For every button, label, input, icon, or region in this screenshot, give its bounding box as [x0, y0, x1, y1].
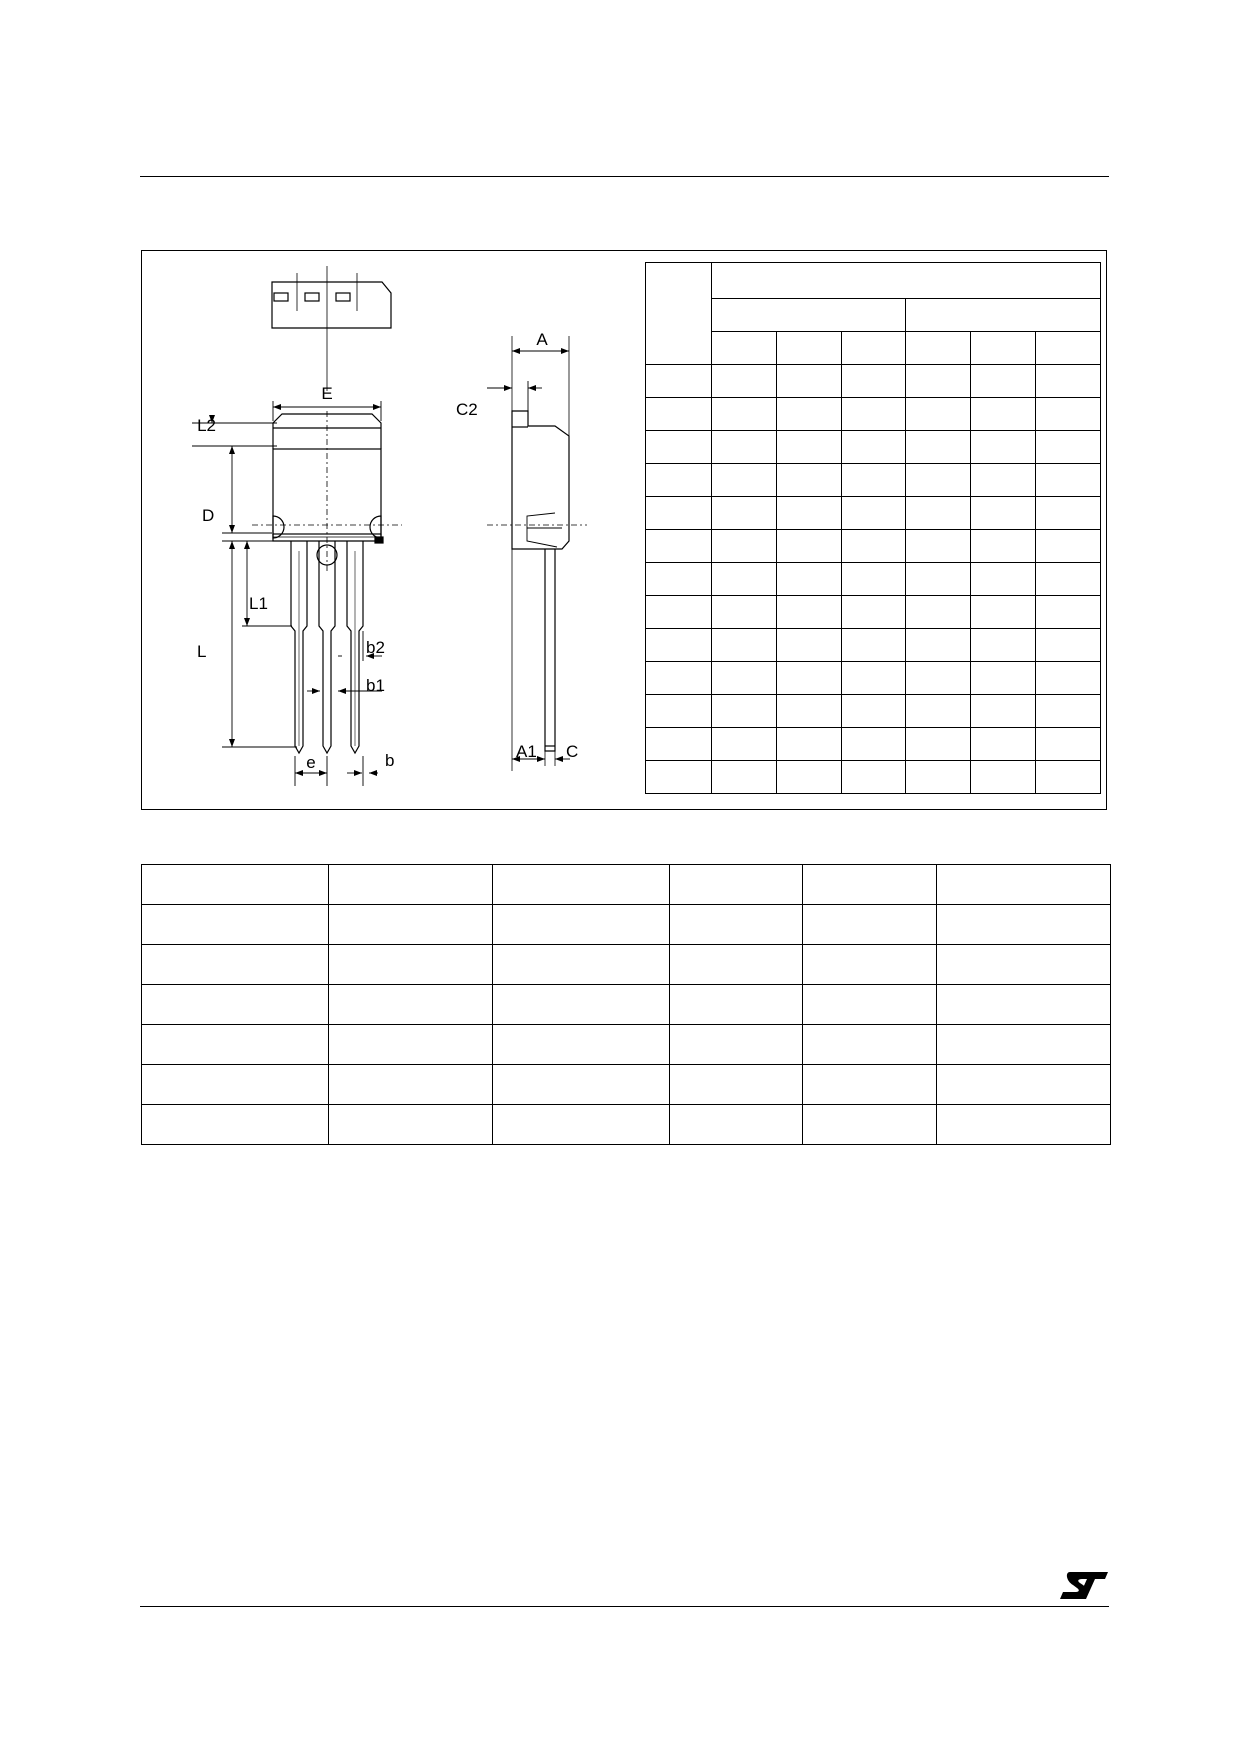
table-cell: [1036, 728, 1101, 761]
table-cell: [142, 1065, 329, 1105]
table-cell: [492, 905, 670, 945]
table-cell: [492, 865, 670, 905]
table-cell: [906, 629, 971, 662]
table-row: [646, 629, 1101, 662]
package-outline-drawing: [142, 251, 642, 811]
table-cell: [937, 1065, 1111, 1105]
dim-label-D: D: [202, 506, 215, 525]
table-cell: [841, 398, 906, 431]
dim-label-C: C: [566, 742, 579, 761]
table-cell: [142, 905, 329, 945]
table-cell: [328, 865, 492, 905]
table-cell: [1036, 662, 1101, 695]
table-cell: [712, 263, 1101, 299]
order-codes-table: [141, 864, 1111, 1145]
table-cell: [937, 945, 1111, 985]
footer-rule: [140, 1606, 1109, 1607]
table-cell: [1036, 761, 1101, 794]
table-cell: [1036, 563, 1101, 596]
table-row: [646, 365, 1101, 398]
table-cell: [776, 728, 841, 761]
table-row: [646, 596, 1101, 629]
table-cell: [906, 728, 971, 761]
dim-label-A1: A1: [516, 742, 537, 761]
dim-label-b1: b1: [366, 676, 385, 695]
table-row: [142, 945, 1111, 985]
table-cell: [906, 398, 971, 431]
table-cell: [937, 865, 1111, 905]
table-row: [142, 1065, 1111, 1105]
table-row: [142, 1105, 1111, 1145]
table-row: [646, 530, 1101, 563]
table-cell: [803, 865, 937, 905]
table-cell: [712, 431, 777, 464]
table-cell: [906, 563, 971, 596]
table-cell: [841, 761, 906, 794]
table-cell: [670, 1105, 803, 1145]
dim-label-b: b: [385, 751, 395, 770]
table-cell: [1036, 497, 1101, 530]
table-cell: [776, 464, 841, 497]
table-cell: [937, 1025, 1111, 1065]
table-cell: [712, 398, 777, 431]
table-cell: [712, 662, 777, 695]
table-cell: [906, 761, 971, 794]
table-cell: [712, 365, 777, 398]
dim-label-b2: b2: [366, 638, 385, 657]
table-cell: [971, 596, 1036, 629]
table-cell: [841, 563, 906, 596]
table-cell: [971, 728, 1036, 761]
table-cell: [670, 905, 803, 945]
table-cell: [712, 497, 777, 530]
table-cell: [841, 629, 906, 662]
table-cell: [906, 365, 971, 398]
mechanical-data-body: [646, 365, 1101, 794]
table-cell: [971, 431, 1036, 464]
table-cell: [646, 497, 712, 530]
table-cell: [328, 945, 492, 985]
table-cell: [776, 563, 841, 596]
dim-label-e: e: [306, 753, 316, 772]
table-cell: [841, 596, 906, 629]
table-cell: [646, 365, 712, 398]
table-cell: [906, 695, 971, 728]
table-row: [646, 497, 1101, 530]
table-cell: [712, 761, 777, 794]
table-cell: [841, 530, 906, 563]
table-row: [646, 662, 1101, 695]
table-row: [646, 398, 1101, 431]
table-cell: [492, 1105, 670, 1145]
table-cell: [937, 905, 1111, 945]
table-cell: [971, 365, 1036, 398]
table-cell: [670, 985, 803, 1025]
table-cell: [492, 1065, 670, 1105]
table-cell: [712, 563, 777, 596]
table-cell: [646, 398, 712, 431]
table-cell: [841, 332, 906, 365]
table-cell: [712, 464, 777, 497]
table-cell: [1036, 398, 1101, 431]
table-cell: [906, 530, 971, 563]
package-outline-figure: [141, 250, 1107, 810]
table-cell: [670, 865, 803, 905]
table-cell: [803, 945, 937, 985]
header-rule: [140, 176, 1109, 177]
table-row: [646, 761, 1101, 794]
table-cell: [906, 464, 971, 497]
table-cell: [906, 431, 971, 464]
table-cell: [712, 530, 777, 563]
table-cell: [971, 398, 1036, 431]
table-cell: [646, 662, 712, 695]
table-cell: [646, 530, 712, 563]
st-logo-icon: [1056, 1566, 1112, 1606]
table-cell: [646, 761, 712, 794]
table-row: [142, 1025, 1111, 1065]
table-cell: [776, 332, 841, 365]
table-cell: [712, 728, 777, 761]
table-cell: [971, 563, 1036, 596]
table-cell: [776, 695, 841, 728]
table-row: [142, 905, 1111, 945]
table-cell: [841, 464, 906, 497]
table-cell: [646, 431, 712, 464]
mechanical-data-table: [645, 262, 1101, 794]
table-cell: [971, 530, 1036, 563]
table-header-row: [646, 299, 1101, 332]
table-cell: [971, 629, 1036, 662]
table-cell: [1036, 695, 1101, 728]
table-cell: [971, 761, 1036, 794]
table-cell: [776, 596, 841, 629]
table-cell: [142, 865, 329, 905]
table-cell: [776, 629, 841, 662]
front-view: [252, 411, 402, 753]
table-cell: [971, 497, 1036, 530]
dim-label-A: A: [536, 330, 548, 349]
table-cell: [971, 695, 1036, 728]
table-cell: [712, 332, 777, 365]
table-cell: [328, 1105, 492, 1145]
table-cell: [646, 728, 712, 761]
table-cell: [776, 497, 841, 530]
table-cell: [906, 299, 1101, 332]
table-cell: [906, 332, 971, 365]
table-row: [646, 431, 1101, 464]
top-view: [272, 266, 391, 328]
table-cell: [841, 431, 906, 464]
table-cell: [841, 497, 906, 530]
table-cell: [670, 945, 803, 985]
table-cell: [670, 1065, 803, 1105]
table-cell: [142, 945, 329, 985]
table-cell: [328, 1025, 492, 1065]
table-cell: [1036, 530, 1101, 563]
table-cell: [906, 596, 971, 629]
table-cell: [646, 629, 712, 662]
table-cell: [937, 985, 1111, 1025]
table-cell: [328, 985, 492, 1025]
table-cell: [803, 905, 937, 945]
dim-label-L1: L1: [249, 594, 268, 613]
table-cell: [971, 464, 1036, 497]
table-cell: [142, 1025, 329, 1065]
table-cell: [776, 365, 841, 398]
table-cell: [712, 695, 777, 728]
table-row: [646, 563, 1101, 596]
table-cell: [646, 563, 712, 596]
table-cell: [646, 695, 712, 728]
table-cell: [937, 1105, 1111, 1145]
table-cell: [1036, 596, 1101, 629]
table-cell: [803, 1065, 937, 1105]
table-cell: [646, 464, 712, 497]
table-cell: [142, 985, 329, 1025]
table-cell: [841, 695, 906, 728]
table-cell: [712, 629, 777, 662]
table-row: [646, 695, 1101, 728]
table-cell: [646, 263, 712, 365]
dim-label-C2: C2: [456, 400, 478, 419]
table-cell: [1036, 431, 1101, 464]
table-header-row: [646, 263, 1101, 299]
table-cell: [1036, 332, 1101, 365]
table-cell: [1036, 464, 1101, 497]
table-row: [646, 728, 1101, 761]
table-cell: [776, 431, 841, 464]
table-cell: [328, 1065, 492, 1105]
table-cell: [841, 365, 906, 398]
dim-label-E: E: [321, 384, 333, 403]
table-header-row: [646, 332, 1101, 365]
dim-label-L: L: [197, 642, 207, 661]
table-cell: [1036, 629, 1101, 662]
side-view: [487, 336, 587, 771]
table-cell: [712, 596, 777, 629]
table-cell: [906, 497, 971, 530]
table-cell: [906, 662, 971, 695]
table-cell: [776, 398, 841, 431]
table-cell: [841, 728, 906, 761]
table-cell: [776, 662, 841, 695]
table-row: [646, 464, 1101, 497]
table-cell: [670, 1025, 803, 1065]
table-cell: [776, 530, 841, 563]
table-cell: [971, 332, 1036, 365]
table-cell: [646, 596, 712, 629]
table-cell: [1036, 365, 1101, 398]
dim-label-L2: L2: [197, 416, 216, 435]
table-cell: [492, 985, 670, 1025]
table-row: [142, 985, 1111, 1025]
table-cell: [803, 1025, 937, 1065]
table-cell: [492, 945, 670, 985]
table-cell: [803, 985, 937, 1025]
table-cell: [776, 761, 841, 794]
table-cell: [971, 662, 1036, 695]
table-cell: [492, 1025, 670, 1065]
table-cell: [712, 299, 906, 332]
table-cell: [142, 1105, 329, 1145]
table-cell: [803, 1105, 937, 1145]
order-codes-body: [142, 865, 1111, 1145]
table-row: [142, 865, 1111, 905]
table-cell: [841, 662, 906, 695]
table-cell: [328, 905, 492, 945]
